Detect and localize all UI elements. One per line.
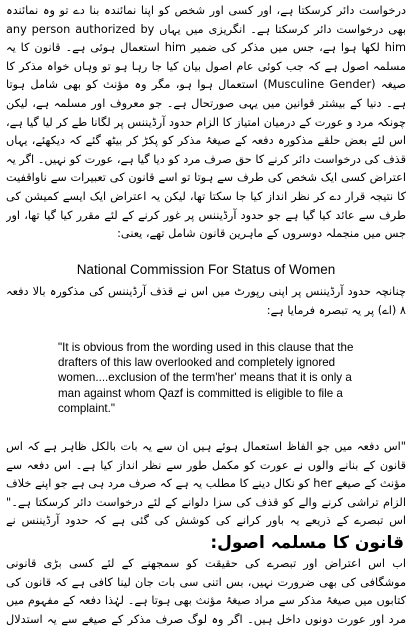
commission-heading: National Commission For Status of Women xyxy=(76,262,336,277)
urdu-paragraph-principle: اب اس اعتراض اور تبصرے کی حقیقت کو سمجھنے کے لئے کسی بڑی قانونی موشگافی کی بھی ضرورت نہیں، بس اتنی سی بات جان لینا کافی ہے کہ قانون کی کتابوں میں صیغۂ مذکر سے مراد صیغۂ مؤنث بھی ہوتا ہے۔ لہٰذا دفعہ کے مفہوم میں مرد اور عورت دونوں داخل ہیں۔ اگر وہ لوگ صرف مذکر کے صیغے سے یہ استدلال xyxy=(6,557,406,626)
urdu-paragraph-report: چنانچہ حدود آرڈیننس پر اپنی رپورٹ میں اس نے قذف آرڈیننس کی مذکورہ بالا دفعہ ۸ (اے) پر یہ تبصرہ فرمایا ہے: xyxy=(6,285,406,317)
urdu-paragraph-translation: "اس دفعہ میں جو الفاظ استعمال ہوئے ہیں ان سے یہ بات بالکل ظاہر ہے کہ اس قانون کے بنانے والوں نے عورت کو مکمل طور سے نظر انداز کیا ہے۔ اس دفعہ سے مؤنث کے صیغے her کو نکال دینے کا مطلب یہ ہے کہ صرف مرد ہی ہے جو اپنے خلاف الزام تراشی کرنے والے کو قذف کی سزا دلوانے کے لئے درخواست دائر کرسکتا ہے۔" اس تبصرے کے ذریعے یہ باور کرانے کی کوشش کی گئی ہے کہ حدود آرڈیننس نے xyxy=(6,440,406,528)
urdu-paragraph-intro: درخواست دائر کرسکتا ہے، اور کسی اور شخص کو اپنا نمائندہ بنا دے تو وہ نمائندہ بھی درخواست دائر کرسکتا ہے۔ انگریزی میں یہاں any person authorized by him لکھا ہوا ہے، جس میں مذکر کی ضمیر him استعمال ہوئی ہے۔ قانون کا یہ مسلمہ اصول ہے کہ جب کوئی عام اصول بیان کیا جا رہا ہو تو وہاں خواہ مذکر کا صیغہ (Musculine Gender) استعمال ہوا ہو، مگر وہ مؤنث کو بھی شامل ہوتا ہے۔ دنیا کے بیشتر قوانین میں یہی صورتحال ہے۔ جو معروف اور مسلمہ ہے، لیکن چونکہ مرد و عورت کے درمیان امتیاز کا الزام حدود آرڈیننس پر لگانا طے کر لیا گیا ہے، اس لئے بعض حلقے مذکورہ دفعہ کے صیغۂ مذکر کو پکڑ کر بیٹھ گئے کہ دیکھئے، یہاں قذف کی درخواست دائر کرنے کا حق صرف مرد کو دیا گیا ہے، عورت کو نہیں۔ اگر یہ اعتراض کسی ایک شخص کی طرف سے ہوتا تو اسے قانون کی تعبیرات سے ناواقفیت کا نتیجہ قرار دے کر نظر انداز کیا جا سکتا تھا، لیکن یہ اعتراض ایک ایسے کمیشن کی طرف سے عائد کیا گیا ہے جو حدود آرڈیننس پر غور کرنے کے لئے مقرر کیا گیا تھا، اور جس میں منجملہ دوسروں کے ماہرین قانون شامل تھے، یعنی: xyxy=(6,4,406,241)
section-title: قانون کا مسلمہ اصول: xyxy=(210,533,404,553)
english-quotation: "It is obvious from the wording used in this clause that the drafters of this law overlooked and completely ignored women....exclusion of the term'her' means that it is only a man against whom Qazf is committed is eligible to file a complaint." xyxy=(58,341,354,415)
